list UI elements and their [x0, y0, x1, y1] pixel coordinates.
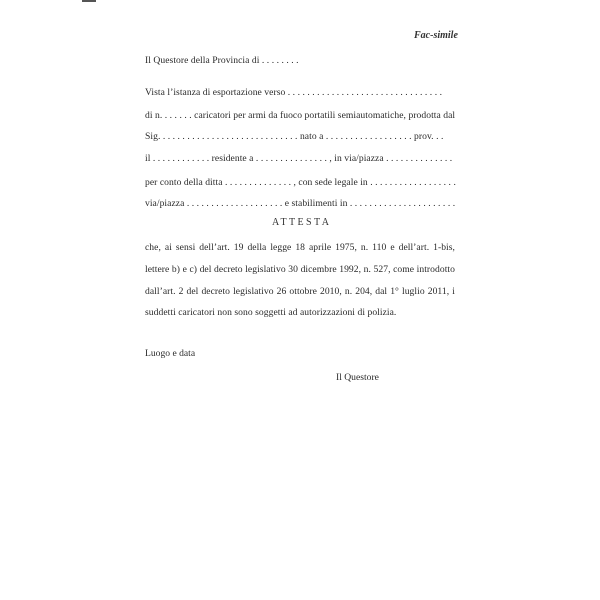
form-line-caricatori: di n. . . . . . . caricatori per armi da fuoco portatili semiautomatiche, prodotta dal — [145, 110, 456, 121]
form-line-questore: Il Questore della Provincia di . . . . . . . . — [145, 55, 299, 66]
form-line-istanza: Vista l’istanza di esportazione verso . . . . . . . . . . . . . . . . . . . . . . . . . . . . . . . . — [145, 87, 443, 98]
form-line-residenza: il . . . . . . . . . . . . residente a . . . . . . . . . . . . . . . , in via/piazza . . . . . . . . . . . . . . — [145, 153, 453, 164]
form-line-stabilimenti: via/piazza . . . . . . . . . . . . . . . . . . . . e stabilimenti in . . . . . . . . . . . . . . . . . . . . . . — [145, 198, 456, 209]
attesta-heading: ATTESTA — [272, 217, 332, 228]
form-line-sig: Sig. . . . . . . . . . . . . . . . . . . . . . . . . . . . . nato a . . . . . . . . . . . . . . . . . . prov. . . — [145, 131, 444, 142]
body-line — [145, 242, 455, 253]
luogo-e-data: Luogo e data — [145, 348, 196, 359]
scan-mark — [82, 0, 96, 2]
body-line-text: dall’art. 2 del decreto legislativo 26 ottobre 2010, n. 204, dal 1° luglio 2011, i — [145, 286, 455, 297]
form-line-ditta: per conto della ditta . . . . . . . . . . . . . . , con sede legale in . . . . . . . . . . . . . . . . . . — [145, 177, 456, 188]
body-line-last: suddetti caricatori non sono soggetti ad autorizzazioni di polizia. — [145, 307, 397, 318]
body-line-text: che, ai sensi dell’art. 19 della legge 18 aprile 1975, n. 110 e dell’art. 1-bis, — [145, 242, 455, 253]
questore-signature-label: Il Questore — [336, 372, 379, 383]
body-line — [145, 286, 455, 297]
body-line-text: lettere b) e c) del decreto legislativo 30 dicembre 1992, n. 527, come introdotto — [145, 264, 455, 275]
body-line — [145, 264, 455, 275]
fac-simile-label: Fac-simile — [414, 30, 458, 41]
